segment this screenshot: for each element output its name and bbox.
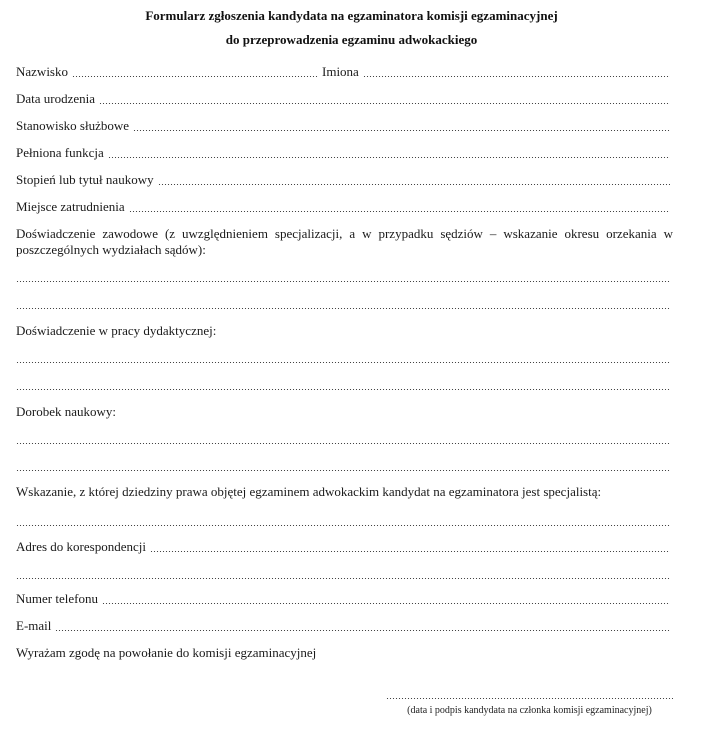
- input-imiona[interactable]: [363, 64, 670, 80]
- label-funkcja: Pełniona funkcja: [16, 145, 104, 160]
- row-adres: [16, 539, 670, 555]
- dotted-line: [16, 431, 670, 447]
- row-telefon: [16, 591, 670, 607]
- consent-statement: Wyrażam zgodę na powołanie do komisji egzaminacyjnej: [16, 645, 317, 660]
- form-title-line-2: do przeprowadzenia egzaminu adwokackiego: [225, 32, 478, 47]
- signature-caption: (data i podpis kandydata na członka komisji egzaminacyjnej): [407, 705, 652, 716]
- input-dorobek-1[interactable]: [16, 431, 670, 447]
- dotted-line: [16, 566, 670, 582]
- row-data-urodzenia: [16, 91, 670, 107]
- input-stopien[interactable]: [158, 172, 670, 188]
- dotted-line: [16, 269, 670, 285]
- label-imiona: Imiona: [322, 64, 359, 79]
- row-email: [16, 618, 670, 634]
- input-nazwisko[interactable]: [72, 64, 318, 80]
- label-email: E-mail: [16, 618, 52, 633]
- label-miejsce: Miejsce zatrudnienia: [16, 199, 125, 214]
- input-wskazanie[interactable]: [16, 513, 670, 529]
- row-funkcja: [16, 145, 670, 161]
- dotted-line: [16, 377, 670, 393]
- label-stanowisko: Stanowisko służbowe: [16, 118, 130, 133]
- input-doswiadczenie-dydaktyczne-1[interactable]: [16, 350, 670, 366]
- dotted-line: [16, 350, 670, 366]
- input-doswiadczenie-zawodowe-2[interactable]: [16, 296, 670, 312]
- row-miejsce: [16, 199, 670, 215]
- label-nazwisko: Nazwisko: [16, 64, 68, 79]
- row-stopien: [16, 172, 670, 188]
- input-data-urodzenia[interactable]: [99, 91, 670, 107]
- row-nazwisko-imiona: [16, 64, 670, 80]
- input-email[interactable]: [55, 618, 670, 634]
- label-wskazanie: Wskazanie, z której dziedziny prawa objętej egzaminem adwokackim kandydat na egzaminatora jest specjalistą:: [16, 484, 602, 499]
- row-stanowisko: [16, 118, 670, 134]
- label-adres: Adres do korespondencji: [16, 539, 146, 554]
- label-telefon: Numer telefonu: [16, 591, 98, 606]
- input-funkcja[interactable]: [108, 145, 670, 161]
- label-dorobek: Dorobek naukowy:: [16, 404, 117, 419]
- input-miejsce[interactable]: [129, 199, 670, 215]
- input-dorobek-2[interactable]: [16, 458, 670, 474]
- input-telefon[interactable]: [102, 591, 670, 607]
- dotted-line: [16, 458, 670, 474]
- dotted-line: [16, 296, 670, 312]
- form-title-line-1: Formularz zgłoszenia kandydata na egzaminatora komisji egzaminacyjnej: [145, 8, 558, 23]
- input-adres-1[interactable]: [150, 539, 670, 555]
- dotted-line: [16, 513, 670, 529]
- input-stanowisko[interactable]: [133, 118, 670, 134]
- label-doswiadczenie-zawodowe: Doświadczenie zawodowe (z uwzględnieniem specjalizacji, a w przypadku sędziów – wskazanie okresu orzekania w poszczególnych wydziałach sądów):: [16, 226, 673, 257]
- input-doswiadczenie-dydaktyczne-2[interactable]: [16, 377, 670, 393]
- signature-line[interactable]: [386, 693, 673, 701]
- input-doswiadczenie-zawodowe-1[interactable]: [16, 269, 670, 285]
- input-adres-2[interactable]: [16, 566, 670, 582]
- label-data-urodzenia: Data urodzenia: [16, 91, 96, 106]
- label-doswiadczenie-dydaktyczne: Doświadczenie w pracy dydaktycznej:: [16, 323, 217, 338]
- label-stopien: Stopień lub tytuł naukowy: [16, 172, 154, 187]
